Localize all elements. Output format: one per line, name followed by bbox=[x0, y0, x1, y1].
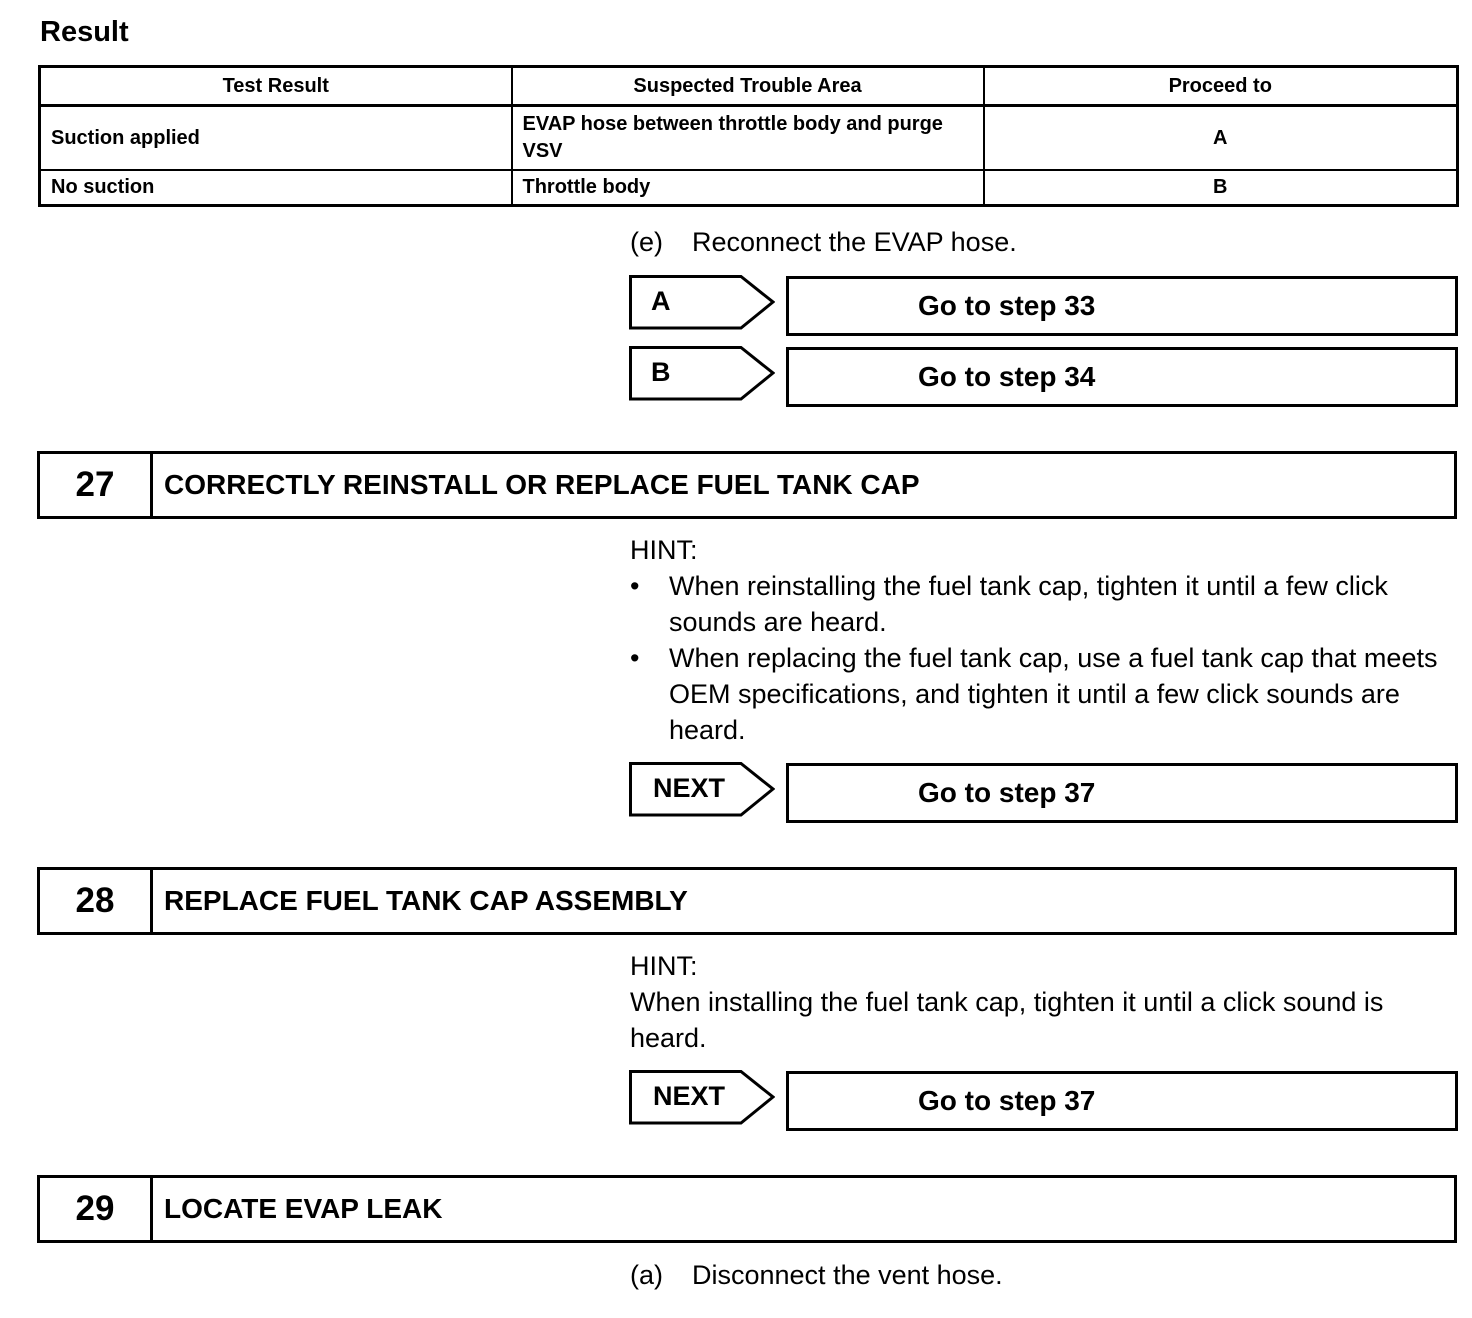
cell-proceed-to: B bbox=[984, 170, 1458, 206]
column-header-test-result: Test Result bbox=[40, 67, 512, 106]
step-27-go-to-box bbox=[786, 763, 1458, 823]
branch-a-tag bbox=[629, 275, 775, 331]
substep-a-label: (a) bbox=[630, 1260, 663, 1290]
cell-trouble-area: EVAP hose between throttle body and purge VSV bbox=[512, 106, 984, 171]
table-row bbox=[40, 106, 1458, 171]
result-table bbox=[38, 65, 1459, 207]
hint-bullet-text: When reinstalling the fuel tank cap, tighten it until a few click sounds are heard. bbox=[669, 571, 1388, 637]
hint-label: HINT: bbox=[630, 535, 698, 565]
branch-b-label: B bbox=[651, 357, 671, 387]
substep-e-text: Reconnect the EVAP hose. bbox=[692, 227, 1017, 257]
table-row bbox=[40, 170, 1458, 206]
step-27-number: 27 bbox=[40, 454, 153, 516]
table-header-row bbox=[40, 67, 1458, 106]
branch-a-label: A bbox=[651, 286, 671, 316]
column-header-suspected-trouble-area: Suspected Trouble Area bbox=[512, 67, 984, 106]
next-label: NEXT bbox=[653, 1081, 726, 1111]
step-29-number: 29 bbox=[40, 1178, 153, 1240]
go-to-step-37-text: Go to step 37 bbox=[918, 777, 1096, 808]
next-label: NEXT bbox=[653, 773, 726, 803]
substep-e-label: (e) bbox=[630, 227, 663, 257]
bullet-icon: • bbox=[630, 571, 640, 601]
step-28-title: REPLACE FUEL TANK CAP ASSEMBLY bbox=[164, 885, 688, 916]
cell-test-result: Suction applied bbox=[40, 106, 512, 171]
step-28-hint bbox=[630, 948, 1460, 1056]
go-to-step-33-box bbox=[786, 276, 1458, 336]
column-header-proceed-to: Proceed to bbox=[984, 67, 1458, 106]
list-item bbox=[630, 640, 1460, 748]
substep-a-text: Disconnect the vent hose. bbox=[692, 1260, 1003, 1290]
step-29-title: LOCATE EVAP LEAK bbox=[164, 1193, 443, 1224]
go-to-step-34-box bbox=[786, 347, 1458, 407]
go-to-step-33-text: Go to step 33 bbox=[918, 290, 1096, 321]
substep-a bbox=[630, 1257, 1003, 1293]
step-29-header bbox=[37, 1175, 1457, 1243]
go-to-step-34-text: Go to step 34 bbox=[918, 361, 1096, 392]
step-27-header bbox=[37, 451, 1457, 519]
step-27-title: CORRECTLY REINSTALL OR REPLACE FUEL TANK CAP bbox=[164, 469, 920, 500]
go-to-step-37-text: Go to step 37 bbox=[918, 1085, 1096, 1116]
step-27-next-tag bbox=[629, 762, 775, 818]
list-item bbox=[630, 568, 1460, 640]
step-28-next-tag bbox=[629, 1070, 775, 1126]
step-28-header bbox=[37, 867, 1457, 935]
hint-text: When installing the fuel tank cap, tighten it until a click sound is heard. bbox=[630, 987, 1384, 1053]
bullet-icon: • bbox=[630, 643, 640, 673]
step-28-number: 28 bbox=[40, 870, 153, 932]
result-heading: Result bbox=[40, 16, 129, 48]
hint-bullet-text: When replacing the fuel tank cap, use a fuel tank cap that meets OEM specifications, and tighten it until a few click sounds are heard. bbox=[669, 643, 1438, 745]
cell-trouble-area: Throttle body bbox=[512, 170, 984, 206]
step-27-hint bbox=[630, 532, 1460, 748]
cell-test-result: No suction bbox=[40, 170, 512, 206]
cell-proceed-to: A bbox=[984, 106, 1458, 171]
hint-label: HINT: bbox=[630, 951, 698, 981]
substep-e bbox=[630, 224, 1017, 260]
step-28-go-to-box bbox=[786, 1071, 1458, 1131]
branch-b-tag bbox=[629, 346, 775, 402]
